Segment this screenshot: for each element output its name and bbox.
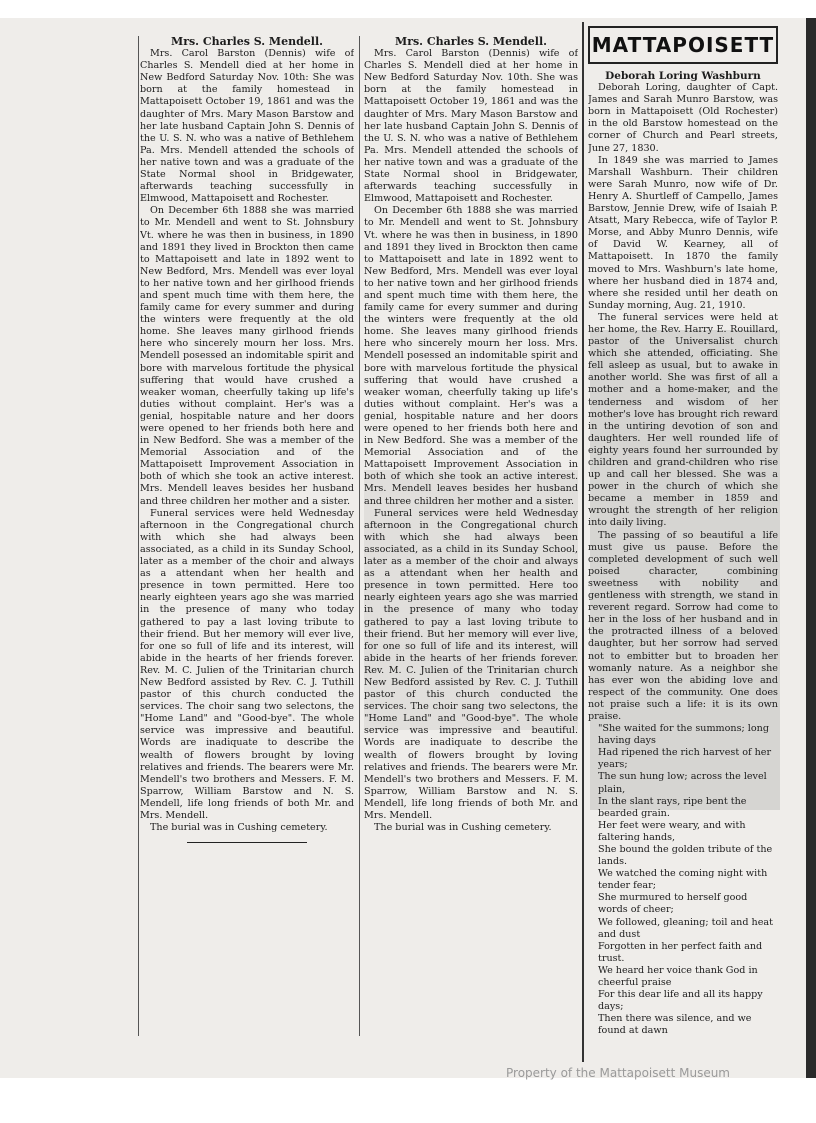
article-headline: Deborah Loring Washburn (605, 70, 761, 82)
article-paragraph: Deborah Loring, daughter of Capt. James and Sarah Munro Barstow, was born in Mattapoisett (Old Rochester) in the old Barstow homestead on the corner of Church and Pearl streets, June 27, 1830. (588, 82, 778, 154)
article-paragraph: On December 6th 1888 she was married to Mr. Mendell and went to St. Johnsbury Vt. where he was then in business, in 1890 and 1891 they lived in Brockton then came to Mattapoisett and late in 1892 went to New Bedford, Mrs. Mendell was ever loyal to her native town and her girlhood friends and spent much time with them here, the family came for every summer and during the winters were frequently at the old home. She leaves many girlhood friends here who sincerely mourn her loss. Mrs. Mendell posessed an indomitable spirit and bore with marvelous fortitude the physical suffering that would have crushed a weaker woman, cheerfully taking up life's duties without complaint. Her's was a genial, hospitable nature and her doors were opened to her friends both here and in New Bedford. She was a member of the Memorial Association and of the Mattapoisett Improvement Association in both of which she took an active interest. Mrs. Mendell leaves besides her husband and three children her mother and a sister. (364, 205, 578, 507)
column-rule-1 (359, 36, 360, 1036)
end-rule (187, 842, 307, 843)
column-rule-left (138, 36, 139, 1036)
poem-line: She bound the golden tribute of the lands. (598, 844, 773, 868)
poem-line: "She waited for the summons; long having days (598, 723, 769, 747)
poem-line: We followed, gleaning; toil and heat and dust (598, 916, 773, 940)
article-column-2 (364, 36, 578, 1026)
poem-line: Then there was silence, and we found at dawn (598, 1013, 752, 1036)
article-headline: Mrs. Charles S. Mendell. (171, 36, 323, 48)
poem-line: For this dear life and all its happy days; (598, 989, 763, 1013)
poem-line: Her feet were weary, and with faltering hands, (598, 819, 746, 843)
article-paragraph: The burial was in Cushing cemetery. (374, 822, 552, 834)
article-paragraph: Funeral services were held Wednesday afternoon in the Congregational church with which she had always been associated, as a child in its Sunday School, later as a member of the choir and always as a attendant when her health and presence in town permitted. Here too nearly eighteen years ago she was married in the presence of many who today gathered to pay a last loving tribute to their friend. But her memory will ever live, for one so full of life and its interest, will abide in the hearts of her friends forever. Rev. M. C. Julien of the Trinitarian church New Bedford assisted by Rev. C. J. Tuthill pastor of this church conducted the services. The choir sang two selectons, the "Home Land" and "Good-bye". The whole service was impressive and beautiful. Words are inadiquate to describe the wealth of flowers brought by loving relatives and friends. The bearers were Mr. Mendell's two brothers and Messers. F. M. Sparrow, William Barstow and N. S. Mendell, life long friends of both Mr. and Mrs. Mendell. (364, 507, 578, 821)
poem-line: Had ripened the rich harvest of her years; (598, 747, 772, 771)
poem-line: She murmured to herself good words of cheer; (598, 892, 748, 916)
article-paragraph: The burial was in Cushing cemetery. (150, 822, 328, 834)
article-headline: Mrs. Charles S. Mendell. (395, 36, 547, 48)
masthead-box (588, 26, 778, 64)
poem-line: We heard her voice thank God in cheerful praise (598, 964, 758, 989)
article-paragraph: The passing of so beautiful a life must give us pause. Before the completed development of such well poised character, combining sweetness with nobility and gentleness with strength, we stand in reverent regard. Sorrow had come to her in the loss of her husband and in the protracted illness of a beloved daughter, but her sorrow had served not to embitter but to broaden her womanly nature. As a neighbor she has ever won the abiding love and respect of the community. One does not praise such a life: it is its own praise. (588, 529, 778, 722)
poem (588, 723, 778, 1036)
masthead-title: MATTAPOISETT (591, 32, 775, 57)
article-paragraph: Funeral services were held Wednesday afternoon in the Congregational church with which she had always been associated, as a child in its Sunday School, later as a member of the choir and always as a attendant when her health and presence in town permitted. Here too nearly eighteen years ago she was married in the presence of many who today gathered to pay a last loving tribute to their friend. But her memory will ever live, for one so full of life and its interest, will abide in the hearts of her friends forever. Rev. M. C. Julien of the Trinitarian church New Bedford assisted by Rev. C. J. Tuthill pastor of this church conducted the services. The choir sang two selectons, the "Home Land" and "Good-bye". The whole service was impressive and beautiful. Words are inadiquate to describe the wealth of flowers brought by loving relatives and friends. The bearers were Mr. Mendell's two brothers and Messers. F. M. Sparrow, William Barstow and N. S. Mendell, life long friends of both Mr. and Mrs. Mendell. (140, 507, 354, 821)
poem-line: The sun hung low; across the level plain, (598, 771, 767, 795)
article-paragraph: Mrs. Carol Barston (Dennis) wife of Charles S. Mendell died at her home in New Bedford Saturday Nov. 10th: She was born at the family homestead in Mattapoisett October 19, 1861 and was the daughter of Mrs. Mary Mason Barstow and her late husband Captain John S. Dennis of the U. S. N. who was a native of Bethlehem Pa. Mrs. Mendell attended the schools of her native town and was a graduate of the State Normal shool in Bridgewater, afterwards teaching successfully in Elmwood, Mattapoisett and Rochester. (140, 48, 354, 205)
poem-line: In the slant rays, ripe bent the bearded grain. (598, 795, 747, 819)
scan-dark-edge (806, 18, 816, 1078)
article-paragraph: Mrs. Carol Barston (Dennis) wife of Charles S. Mendell died at her home in New Bedford Saturday Nov. 10th. She was born at the family homestead in Mattapoisett October 19, 1861 and was the daughter of Mrs. Mary Mason Barstow and her late husband Captain John S. Dennis of the U. S. N. who was a native of Bethlehem Pa. Mrs. Mendell attended the schools of her native town and was a graduate of the State Normal shool in Bridgewater, afterwards teaching successfully in Elmwood, Mattapoisett and Rochester. (364, 48, 578, 205)
article-column-3 (588, 26, 778, 1036)
article-paragraph: On December 6th 1888 she was married to Mr. Mendell and went to St. Johnsbury Vt. where he was then in business, in 1890 and 1891 they lived in Brockton then came to Mattapoisett and late in 1892 went to New Bedford, Mrs. Mendell was ever loyal to her native town and her girlhood friends and spent much time with them here, the family came for every summer and during the winters were frequently at the old home. She leaves many girlhood friends here who sincerely mourn her loss. Mrs. Mendell posessed an indomitable spirit and bore with marvelous fortitude the physical suffering that would have crushed a weaker woman, cheerfully taking up life's duties without complaint. Her's was a genial, hospitable nature and her doors were opened to her friends both here and in New Bedford. She was a member of the Memorial Association and of the Mattapoisett Improvement Association in both of which she took an active interest. Mrs. Mendell leaves besides her husband and three children her mother and a sister. (140, 205, 354, 507)
article-paragraph: The funeral services were held at her home, the Rev. Harry E. Rouillard, pastor of the Universalist church which she attended, officiating. She fell asleep as usual, but to awake in another world. She was first of all a mother and a home-maker, and the tenderness and wisdom of her mother's love has brought rich reward in the untiring devotion of son and daughters. Her well rounded life of eighty years found her surrounded by children and grand-children who rise up and call her blessed. She was a power in the church of which she became a member in 1859 and wrought the strength of her religion into daily living. (588, 311, 778, 529)
poem-line: Forgotten in her perfect faith and trust. (598, 940, 763, 964)
poem-line: We watched the coming night with tender fear; (598, 868, 768, 892)
column-rule-2 (582, 22, 584, 1062)
museum-watermark: Property of the Mattapoisett Museum (506, 1066, 730, 1080)
article-paragraph: In 1849 she was married to James Marshall Washburn. Their children were Sarah Munro, now wife of Dr. Henry A. Shurtleff of Campello, James Barstow, Jennie Drew, wife of Isaiah P. Atsatt, Mary Rebecca, wife of Taylor P. Morse, and Abby Munro Dennis, wife of David W. Kearney, all of Mattapoisett. In 1870 the family moved to Mrs. Washburn's late home, where her husband died in 1874 and, where she resided until her death on Sunday morning, Aug. 21, 1910. (588, 154, 778, 311)
article-column-1 (140, 36, 354, 1036)
